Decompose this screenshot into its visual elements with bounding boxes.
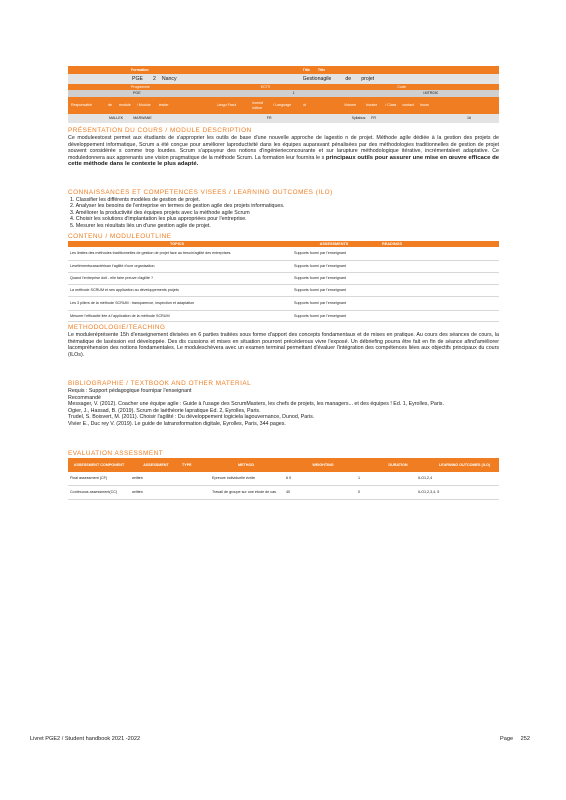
outline-assessment: Supports fourni par l'enseignant [294, 288, 346, 293]
class-hours: 16 [466, 116, 471, 121]
eval-method: Epreuve individuelle écrite [212, 476, 256, 481]
eval-outcomes: ILO1,2,4 [418, 476, 433, 481]
list-item: Ogier, J., Hassad, B. (2019). Scrum de laéthéorie lapratique Ed. 2, Eyrolles, Paris. [68, 407, 261, 414]
ects-value: 1 [292, 91, 295, 96]
presentation-body: Ce moduleestcest permet aux étudiants de s'approprier les outils de base d'une nouvelle approche de lagestio n de projet. Méthode agile dédiée à la gestion des projets de développement informatique, Scrum a été conçue pour améliorer laproductivité dans les équipes auparavant pénalisées par des méthodologies traditionnelles de gestion de projet souvent considérée s comme trop lourdes. Scrum s'appuyeur des notions d'ingénierieconcourante et sur larupture méthodologique itérative, incrémentaleet adaptative. Ce moduledonnera aux apprenants une vision pragmatique de la méthode Scrum. La formation leur fournira le s [68, 135, 499, 161]
list-item: Trudel, S. Boisvert, M. (2011). Choisir l'agilité : Du développement logiciela lagouvernance, Dunod, Paris. [68, 414, 315, 421]
title-label: Title [302, 67, 310, 72]
evaluation-table-header [68, 458, 499, 472]
list-item: 3. Améliorer la productivité des équipes projets avec la méthode agile Scrum [70, 209, 250, 216]
learning-outcomes-title: CONNAISSANCES ET COMPETENCES VISEES / LEARNING OUTCOMES (ILO) [68, 189, 333, 196]
module-outline-table [68, 241, 499, 322]
code-value: I.MTR030 [422, 91, 439, 96]
outline-topic: Les 3 piliers de la méthode SCRUM : transparence, inspection et adaptation [70, 301, 195, 306]
course-title-2: de [345, 76, 352, 82]
outline-topic: La méthode SCRUM et ses application au développements projets [70, 288, 179, 293]
topics-header: TOPICS [169, 242, 185, 246]
assessments-header: ASSESSMENTS [319, 242, 349, 246]
tuition-label [252, 101, 263, 109]
tuition-label-1: Incredi [252, 101, 264, 106]
header-row-values [68, 90, 499, 97]
method-header: METHOD [238, 462, 254, 467]
eval-outcomes: ILO1,2,3,4, 5 [418, 490, 440, 495]
eval-assessment: written [132, 490, 143, 495]
eval-weighting: 40 [286, 490, 291, 495]
list-item: 1. Classifier les différents modèles de gestion de projet. [70, 197, 201, 203]
header-row-leader-values [68, 114, 499, 123]
list-item: 5. Mesurer les résultats liés un d'une gestion agile de projet. [70, 222, 211, 229]
outline-assessment: Supports fourni par l'enseignant [294, 313, 346, 318]
list-item: Vivier E., Duc rey V. (2019). Le guide de latransformation digitale, Eyrolles, Paris, 344 pages. [68, 420, 286, 427]
duration-header: DURATION [388, 462, 408, 467]
outline-assessment: Supports fourni par l'enseignant [294, 276, 346, 281]
eval-duration: 0 [358, 490, 361, 495]
outline-assessment: Supports fourni par l'enseignant [294, 251, 346, 256]
outline-assessment: Supports fourni par l'enseignant [294, 301, 346, 306]
class-label: / Class [385, 103, 397, 108]
outline-topic: Quand l'entreprise doit - elle faire preuve d'agilité ? [70, 276, 153, 281]
outcomes-header: LEARNING OUTCOMES (ILO) [438, 462, 491, 467]
assessment-header: ASSESSMENT [143, 462, 169, 467]
programme-label: Programme [131, 84, 150, 89]
eval-component: Continuous assessment(CC) [70, 490, 118, 495]
readings-header: READINGS [382, 242, 403, 246]
evaluation-title: EVALUATION ASSESSMENT [68, 450, 164, 457]
tuition-label-2: tuition [252, 105, 262, 110]
eval-assessment: written [132, 476, 143, 481]
programme-value: PGE [133, 91, 141, 96]
horaire-label: horaire [366, 103, 378, 108]
table-row [68, 285, 499, 297]
header-row-formation [68, 66, 499, 74]
code-label: Code [397, 84, 406, 89]
leader-label-3: module [118, 103, 131, 108]
leader-first-name: MARWANE [133, 116, 152, 121]
component-header: ASSESSMENT COMPONENT [73, 462, 125, 467]
table-row [68, 297, 499, 311]
page-label: Page [500, 736, 514, 742]
course-title-3: projet [361, 76, 375, 82]
contact-label: contact [402, 103, 414, 108]
course-sheet [68, 66, 499, 500]
header-row-program [68, 74, 499, 84]
learning-outcomes-list [68, 197, 499, 231]
outline-topic: Mesurer l'efficacité liée à l'application de la méthode SCRUM [70, 313, 170, 318]
eval-method: Travail de groupe sur une étude de cas [212, 490, 277, 495]
list-item: Requis : Support pédagogique fournipar l'enseignant [68, 388, 192, 394]
title-label-en: Title [317, 67, 326, 72]
program-name: PGE [132, 76, 143, 82]
table-row [68, 247, 499, 261]
header-row-leader-labels [68, 97, 499, 114]
methodology-text: Le moduleréprésente 15h d'enseignement divisées en 6 parties traitées sous forme d'apport des concepts fondamentaux et de mises en pratique. Au cours des séances de cours, la thématique de laséssion est développée. Des dis cussions et mises en situation pourront précéderous vivre l'exposé. Un débriefing pourra être fait en fin de séance afind'améliorer lacompréhension des notions fondamentales. Le moduleschèvera avec un examen terminal permettant d'évaluer l'intégration des compétences liées aux objectifs principaux du cours (ILOs). [68, 332, 499, 358]
page-number-group [500, 736, 530, 742]
presentation-title: PRÉSENTATION DU COURS / MODULE DESCRIPTION [68, 127, 252, 134]
syllabus-label: Syllabus: [351, 116, 367, 121]
language-of-label: of [303, 103, 307, 108]
syllabus-language: FR [371, 116, 376, 121]
volume-label: Volume [344, 103, 357, 108]
outline-assessment: Supports fourni par l'enseignant [294, 264, 346, 269]
hours-label: hours [419, 103, 429, 108]
evaluation-table [68, 458, 499, 500]
bibliography-list [68, 388, 499, 448]
eval-duration: 1 [358, 476, 361, 481]
table-row [68, 472, 499, 486]
leader-label-5: leader [158, 103, 169, 108]
outline-topic: Lesélémentscaractérisan t'agilité d'une organisation. [70, 264, 156, 269]
methodology-title: METHODOLOGIE/TEACHING [68, 324, 166, 331]
campus-city: Nancy [161, 76, 177, 82]
table-row [68, 311, 499, 322]
eval-component: Final assessment (CF) [70, 476, 108, 481]
page-number: 252 [520, 736, 530, 742]
handbook-label: Livret PGE2 / Student handbook 2021 -2022 [30, 736, 141, 742]
list-item: Recommandé [68, 394, 101, 401]
module-outline-title: CONTENU / MODULEOUTLINE [68, 233, 172, 240]
leader-label-2: de [107, 103, 112, 108]
leader-label-4: / Module [136, 103, 151, 108]
type-header: TYPE [182, 462, 192, 467]
bibliography-title: BIBLIOGRAPHIE / TEXTBOOK AND OTHER MATERIAL [68, 380, 252, 387]
list-item: 2. Analyser les besoins de l'entreprise en termes de gestion agile des projets informatiques. [70, 203, 285, 210]
presentation-body-bold: principaux outils pour assurer une mise en œuvre efficace de cette méthode dans le contexte le plus adapté. [68, 154, 499, 168]
course-title-1: Gestionagile [302, 76, 332, 82]
presentation-text [68, 135, 499, 187]
language-label: / Language [273, 103, 292, 108]
ects-label: ECTS [260, 84, 271, 89]
table-row [68, 273, 499, 285]
formation-label: Formation [131, 67, 149, 72]
list-item: Messager, V. (2012). Coacher une équipe agile : Guide à l'usage des ScrumMasters, les chefs de projets, les managers... et des équipes ! Ed. 1, Eyrolles, Paris. [68, 401, 444, 408]
weighting-header: WEIGHTING [312, 462, 334, 467]
faculty-language-label: Langu Facul [216, 103, 237, 108]
eval-weighting: 6 0 [286, 476, 292, 481]
leader-label-1: Responsable [71, 103, 92, 108]
outline-topic: Les limites des méthodes traditionnelles de gestion de projet face au besoin'agilité des entreprises. [70, 251, 232, 256]
leader-last-name: MALLEK [109, 116, 124, 121]
table-row [68, 261, 499, 273]
page-footer [30, 736, 530, 742]
program-year: 2 [152, 76, 156, 82]
list-item: 4. Choisir les solutions d'implantation les plus appropriées pour l'entreprise. [70, 216, 247, 223]
table-row [68, 486, 499, 500]
tuition-language: FR [266, 116, 272, 121]
